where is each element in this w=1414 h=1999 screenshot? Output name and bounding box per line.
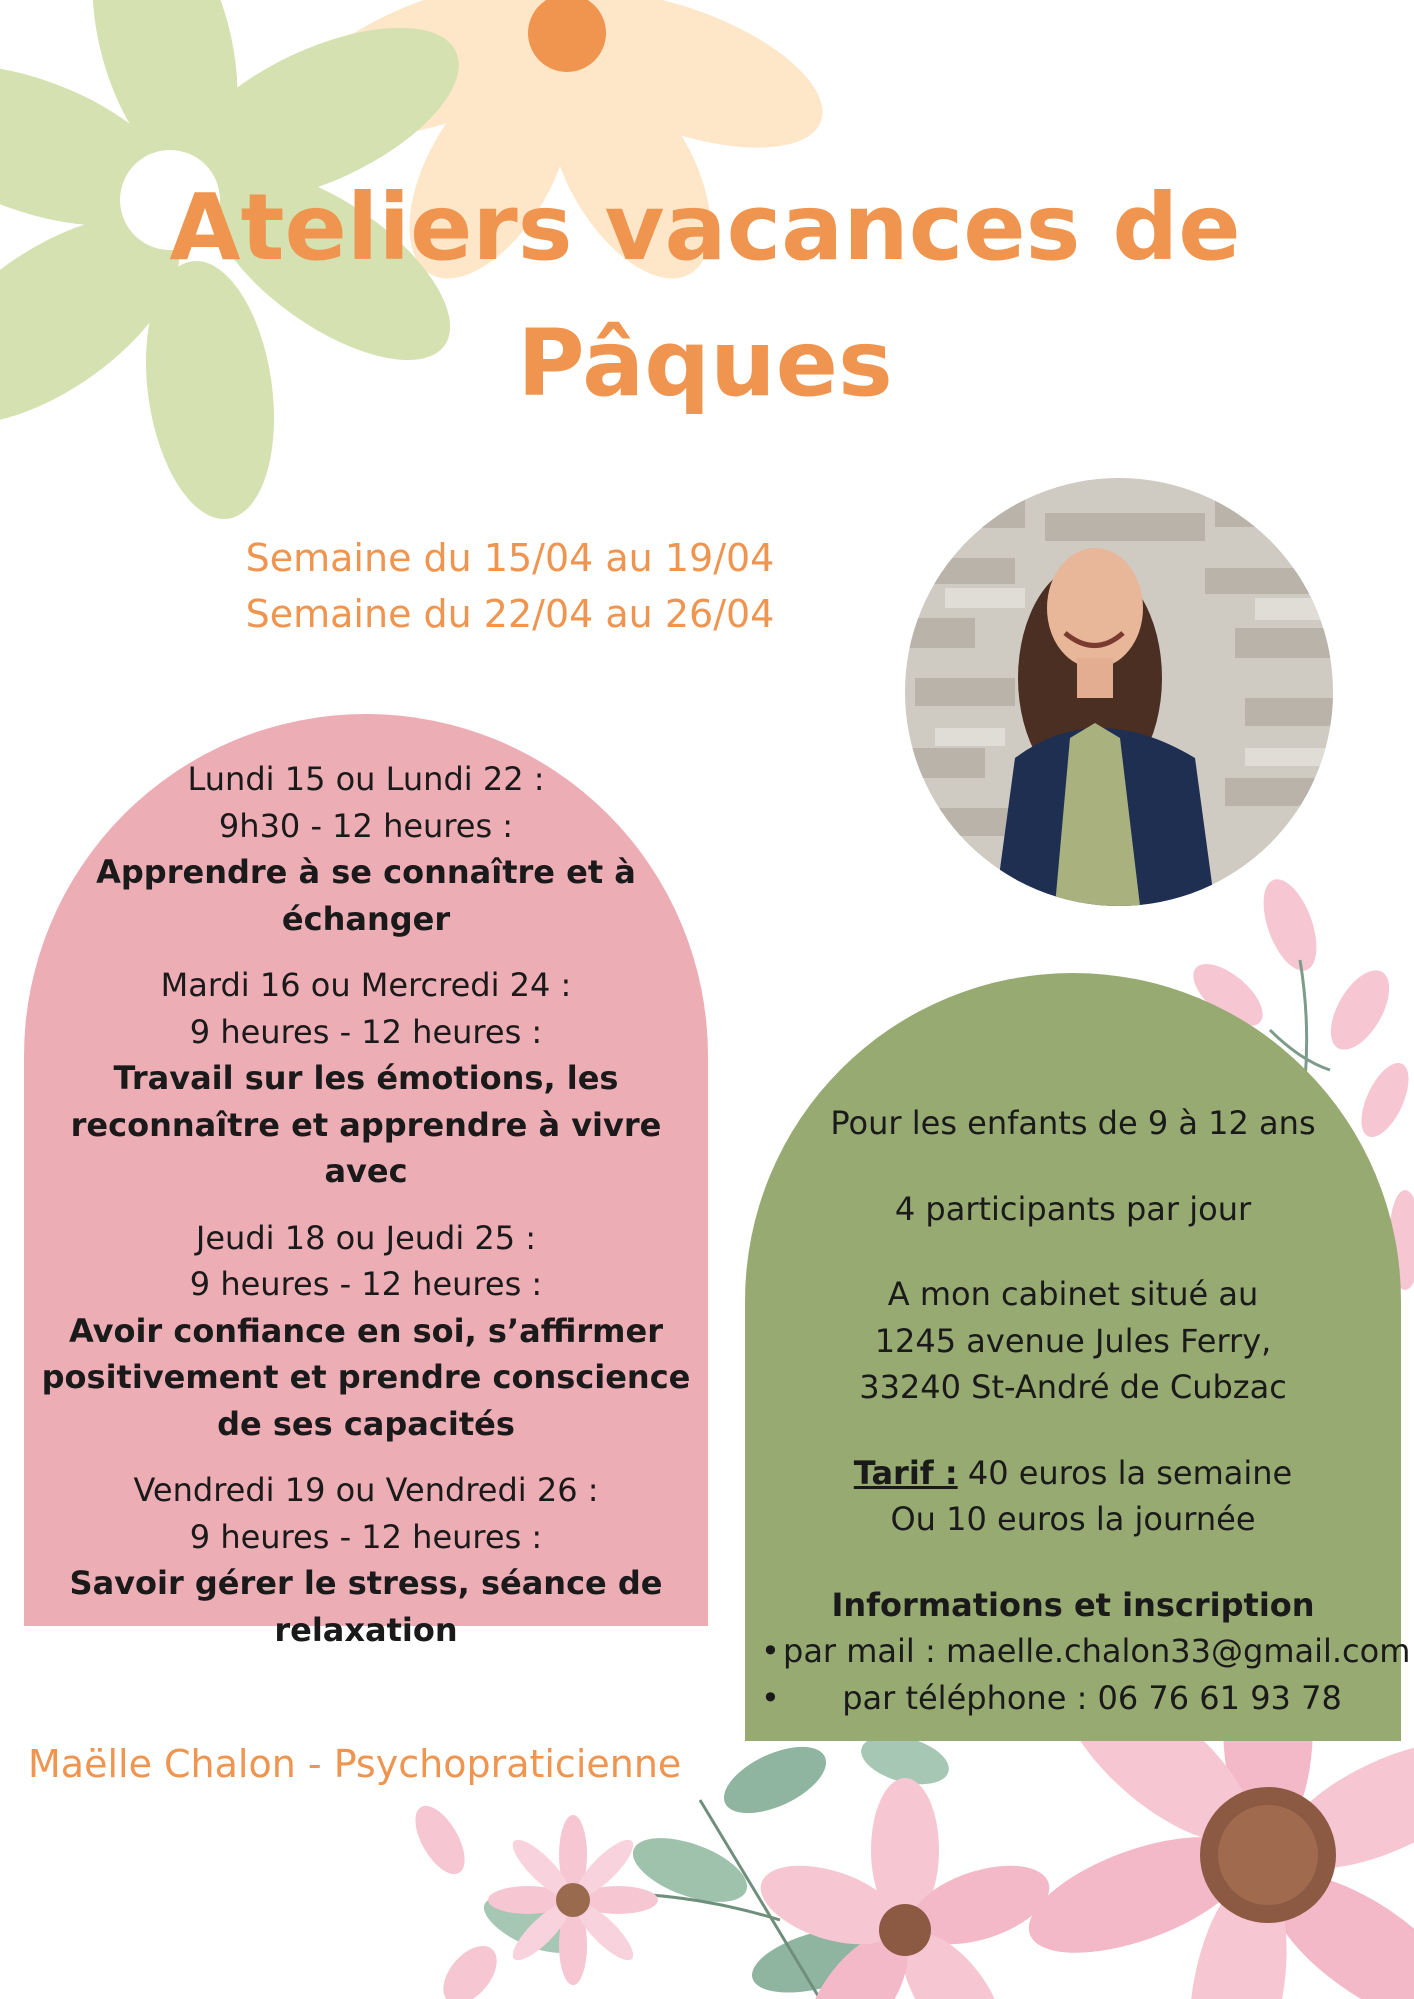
session-item	[24, 962, 708, 1195]
session-time: 9 heures - 12 heures :	[189, 1265, 543, 1303]
contact-mail[interactable]: par mail : maelle.chalon33@gmail.com	[783, 1632, 1411, 1670]
session-item	[24, 1215, 708, 1448]
participants-info	[745, 1186, 1401, 1233]
age-text: Pour les enfants de 9 à 12 ans	[830, 1104, 1316, 1142]
participants-text: 4 participants par jour	[894, 1189, 1252, 1228]
session-topic: Avoir confiance en soi, s’affirmer positivement et prendre conscience de ses capacités	[41, 1311, 691, 1443]
week-2: Semaine du 22/04 au 26/04	[245, 592, 775, 636]
session-item	[24, 1467, 708, 1653]
tarif-info	[745, 1450, 1401, 1543]
title-line-2: Pâques	[517, 310, 893, 417]
tarif-week: 40 euros la semaine	[967, 1453, 1293, 1492]
tarif-day: Ou 10 euros la journée	[890, 1500, 1256, 1538]
tarif-row	[745, 1450, 1401, 1497]
session-day: Mardi 16 ou Mercredi 24 :	[160, 966, 572, 1004]
contact-info	[745, 1582, 1411, 1722]
contact-phone-row	[745, 1675, 1401, 1722]
session-time: 9 heures - 12 heures :	[189, 1517, 543, 1556]
session-topic: Apprendre à se connaître et à échanger	[96, 853, 636, 938]
session-item	[24, 756, 708, 942]
age-info	[745, 1100, 1401, 1147]
location-line: A mon cabinet situé au	[887, 1275, 1259, 1313]
schedule-list	[24, 756, 708, 1673]
session-day: Lundi 15 ou Lundi 22 :	[187, 760, 545, 798]
page-title	[150, 160, 1260, 432]
title-line-1: Ateliers vacances de	[169, 174, 1241, 281]
info-content	[745, 1100, 1411, 1721]
session-day: Jeudi 18 ou Jeudi 25 :	[195, 1218, 537, 1257]
session-topic: Travail sur les émotions, les reconnaître et apprendre à vivre avec	[70, 1059, 662, 1190]
weeks-list	[200, 530, 820, 642]
session-time: 9h30 - 12 heures :	[218, 806, 514, 845]
portrait-photo	[905, 478, 1333, 906]
contact-title: Informations et inscription	[831, 1585, 1315, 1624]
signature: Maëlle Chalon - Psychopraticienne	[28, 1742, 682, 1786]
address-city: 33240 St-André de Cubzac	[859, 1368, 1287, 1406]
tarif-label: Tarif :	[853, 1453, 958, 1492]
session-day: Vendredi 19 ou Vendredi 26 :	[133, 1471, 599, 1509]
contact-phone[interactable]: par téléphone : 06 76 61 93 78	[842, 1678, 1342, 1717]
location-info	[745, 1271, 1401, 1411]
session-time: 9 heures - 12 heures :	[189, 1012, 543, 1051]
bullet-icon: •	[761, 1678, 780, 1717]
address-street: 1245 avenue Jules Ferry,	[874, 1321, 1272, 1360]
contact-mail-row	[745, 1628, 1411, 1675]
session-topic: Savoir gérer le stress, séance de relaxation	[69, 1564, 663, 1649]
bullet-icon: •	[761, 1632, 780, 1670]
week-1: Semaine du 15/04 au 19/04	[245, 536, 775, 580]
